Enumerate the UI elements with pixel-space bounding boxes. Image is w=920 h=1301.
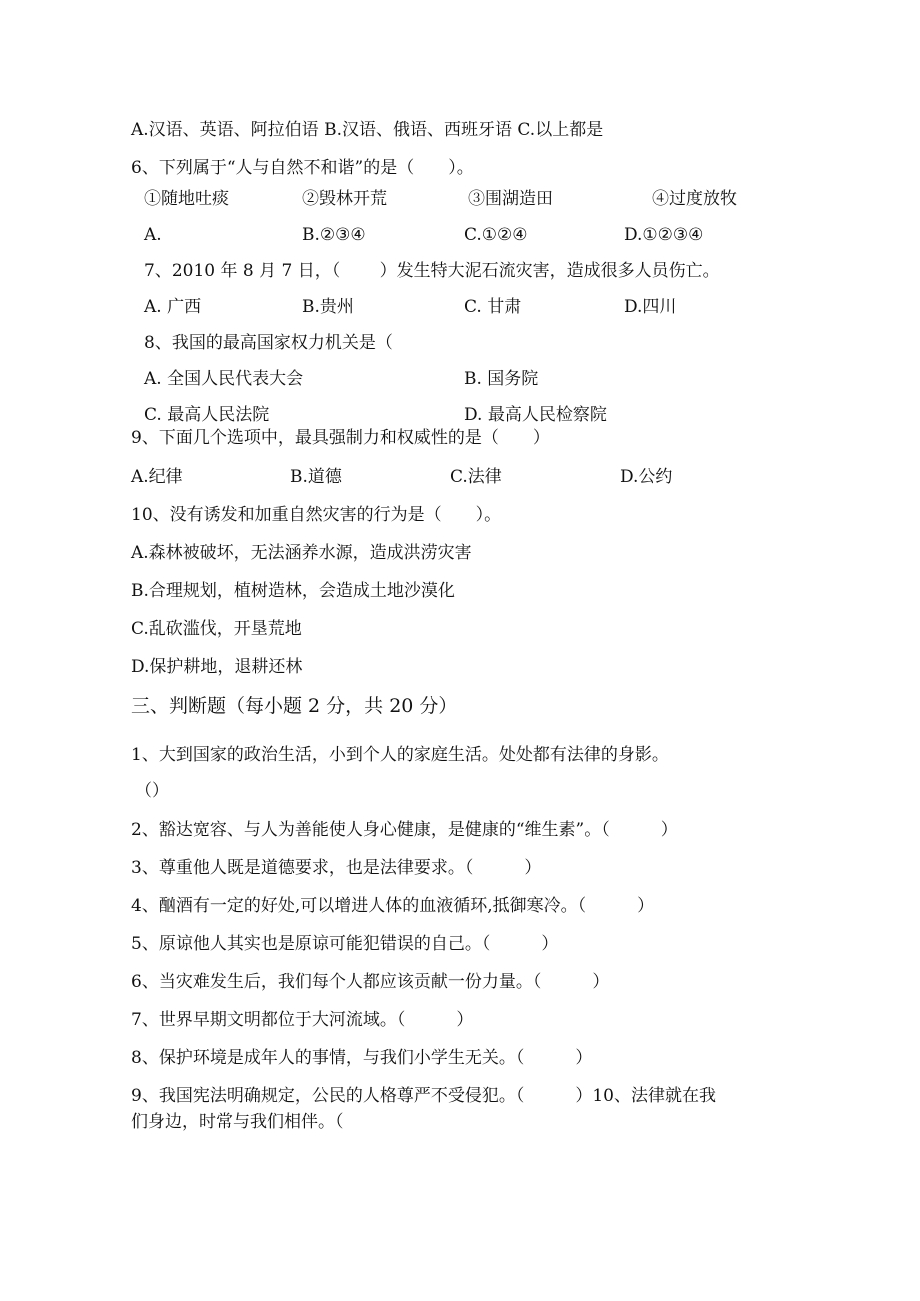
q10-stem: 10、没有诱发和加重自然灾害的行为是（ ）。 (131, 505, 502, 525)
judge-item: （） (135, 781, 169, 801)
q6-item: ③围湖造田 (468, 189, 553, 209)
q6-stem: 6、下列属于“人与自然不和谐”的是（ ）。 (131, 158, 474, 178)
judge-item: 们身边，时常与我们相伴。（ (131, 1112, 344, 1132)
judge-item: 1、大到国家的政治生活，小到个人的家庭生活。处处都有法律的身影。 (131, 745, 669, 765)
q9-stem: 9、下面几个选项中，最具强制力和权威性的是（ ） (131, 428, 550, 448)
q6-option: A. (144, 225, 162, 245)
q6-item: ②毁林开荒 (302, 189, 387, 209)
q6-option: B.②③④ (302, 225, 366, 245)
q8-option: B. 国务院 (464, 369, 539, 389)
q10-option: D.保护耕地，退耕还林 (131, 657, 303, 677)
judge-item: 7、世界早期文明都位于大河流域。（ ） (131, 1010, 474, 1030)
q10-option: C.乱砍滥伐，开垦荒地 (131, 619, 302, 639)
q6-item: ①随地吐痰 (144, 189, 229, 209)
q9-option: D.公约 (620, 467, 673, 487)
q6-option: C.①②④ (464, 225, 528, 245)
q7-stem: 7、2010 年 8 月 7 日，（ ）发生特大泥石流灾害，造成很多人员伤亡。 (144, 261, 720, 281)
judge-item: 9、我国宪法明确规定，公民的人格尊严不受侵犯。（ ）10、法律就在我 (131, 1086, 716, 1106)
q8-option: C. 最高人民法院 (144, 405, 270, 425)
judge-item: 6、当灾难发生后，我们每个人都应该贡献一份力量。（ ） (131, 972, 610, 992)
judge-item: 3、尊重他人既是道德要求，也是法律要求。（ ） (131, 858, 542, 878)
section-3-heading: 三、判断题（每小题 2 分，共 20 分） (131, 695, 458, 717)
q10-option: B.合理规划，植树造林，会造成土地沙漠化 (131, 581, 455, 601)
q9-option: C.法律 (450, 467, 502, 487)
judge-item: 2、豁达宽容、与人为善能使人身心健康，是健康的“维生素”。（ ） (131, 820, 678, 840)
q7-option: A. 广西 (144, 297, 202, 317)
q10-option: A.森林被破坏，无法涵养水源，造成洪涝灾害 (131, 543, 472, 563)
q6-option: D.①②③④ (624, 225, 704, 245)
judge-item: 4、酗酒有一定的好处,可以增进人体的血液循环,抵御寒冷。（ ） (131, 896, 655, 916)
judge-item: 5、原谅他人其实也是原谅可能犯错误的自己。（ ） (131, 934, 559, 954)
q8-option: D. 最高人民检察院 (464, 405, 607, 425)
q7-option: B.贵州 (302, 297, 354, 317)
q5-options: A.汉语、英语、阿拉伯语 B.汉语、俄语、西班牙语 C.以上都是 (131, 120, 604, 140)
q7-option: C. 甘肃 (464, 297, 522, 317)
q7-option: D.四川 (624, 297, 677, 317)
q9-option: A.纪律 (131, 467, 183, 487)
judge-item: 8、保护环境是成年人的事情，与我们小学生无关。（ ） (131, 1048, 593, 1068)
q8-option: A. 全国人民代表大会 (144, 369, 304, 389)
q9-option: B.道德 (290, 467, 342, 487)
q6-item: ④过度放牧 (652, 189, 737, 209)
q8-stem: 8、我国的最高国家权力机关是（ (144, 333, 393, 353)
